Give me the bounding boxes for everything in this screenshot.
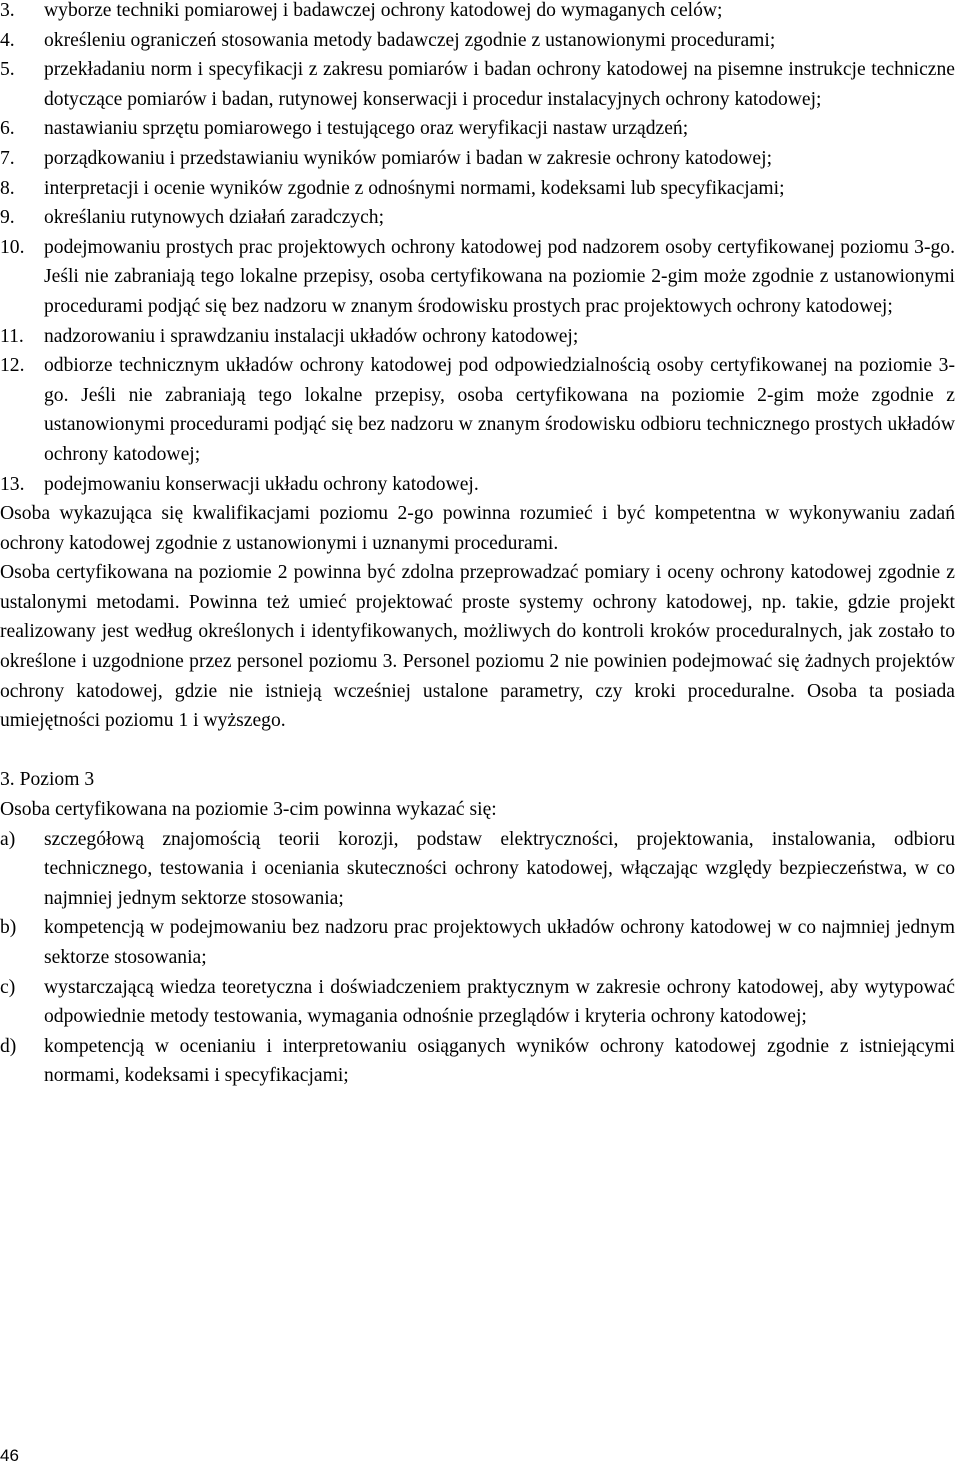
list-item-text: nastawianiu sprzętu pomiarowego i testującego oraz weryfikacji nastaw urządzeń; bbox=[44, 118, 689, 140]
list-item-number: 5. bbox=[0, 59, 15, 81]
list-item bbox=[0, 1032, 955, 1091]
list-item-letter: b) bbox=[0, 917, 17, 939]
list-item-text: szczegółową znajomością teorii korozji, podstaw elektryczności, projektowania, instalowania, odbioru technicznego, testowania i oceniania skuteczności ochrony katodowej, włączając względy bezpieczeństwa, w co najmniej jednym sektorze stosowania; bbox=[44, 828, 955, 909]
page-number: 46 bbox=[0, 1446, 19, 1465]
list-item bbox=[0, 203, 955, 233]
list-item-text: nadzorowaniu i sprawdzaniu instalacji układów ochrony katodowej; bbox=[44, 325, 579, 347]
list-item-letter: c) bbox=[0, 976, 16, 998]
list-item-number: 4. bbox=[0, 29, 15, 51]
list-item bbox=[0, 144, 955, 174]
list-item-text: wystarczającą wiedza teoretyczna i doświadczeniem praktycznym w zakresie ochrony katodowej, aby wytypować odpowiednie metody testowania, wymagania odnośnie przeglądów i kryteria ochrony katodowej; bbox=[44, 976, 955, 1028]
list-item-text: określeniu ograniczeń stosowania metody badawczej zgodnie z ustanowionymi procedurami; bbox=[44, 29, 776, 51]
list-item-letter: a) bbox=[0, 828, 16, 850]
numbered-list bbox=[0, 0, 955, 499]
list-item-number: 9. bbox=[0, 207, 15, 229]
blank-line bbox=[0, 736, 955, 766]
list-item-text: odbiorze technicznym układów ochrony katodowej pod odpowiedzialnością osoby certyfikowanej na poziomie 3-go. Jeśli nie zabraniają tego lokalne przepisy, osoba certyfikowana na poziomie 2-gim może zgodnie z ustanowionymi procedurami podjąć się bez nadzoru w znanym środowisku odbioru technicznego prostych układów ochrony katodowej; bbox=[44, 355, 955, 465]
list-item bbox=[0, 55, 955, 114]
list-item-text: kompetencją w podejmowaniu bez nadzoru prac projektowych układów ochrony katodowej w co najmniej jednym sektorze stosowania; bbox=[44, 917, 955, 968]
list-item-number: 10. bbox=[0, 236, 25, 258]
lettered-list bbox=[0, 825, 955, 1091]
list-item bbox=[0, 825, 955, 914]
list-item-text: podejmowaniu konserwacji układu ochrony katodowej. bbox=[44, 473, 479, 495]
section-intro: Osoba certyfikowana na poziomie 3-cim powinna wykazać się: bbox=[0, 799, 497, 821]
list-item-number: 6. bbox=[0, 118, 15, 140]
list-item-text: przekładaniu norm i specyfikacji z zakresu pomiarów i badan ochrony katodowej na pisemne instrukcje techniczne dotyczące pomiarów i badan, rutynowej konserwacji i procedur instalacyjnych ochrony katodowej; bbox=[44, 59, 955, 110]
list-item bbox=[0, 0, 955, 26]
list-item-number: 3. bbox=[0, 0, 15, 21]
list-item bbox=[0, 913, 955, 972]
list-item bbox=[0, 322, 955, 352]
list-item bbox=[0, 351, 955, 469]
list-item bbox=[0, 470, 955, 500]
paragraph-level-2-summary: Osoba wykazująca się kwalifikacjami poziomu 2-go powinna rozumieć i być kompetentna w wykonywaniu zadań ochrony katodowej zgodnie z ustanowionymi i uznanymi procedurami. bbox=[0, 503, 955, 554]
list-item-text: określaniu rutynowych działań zaradczych; bbox=[44, 207, 385, 229]
list-item-number: 7. bbox=[0, 147, 15, 169]
list-item bbox=[0, 174, 955, 204]
list-item-number: 8. bbox=[0, 177, 15, 199]
list-item-text: wyborze techniki pomiarowej i badawczej ochrony katodowej do wymaganych celów; bbox=[44, 0, 723, 21]
list-item bbox=[0, 114, 955, 144]
list-item bbox=[0, 26, 955, 56]
list-item-letter: d) bbox=[0, 1035, 17, 1057]
list-item-text: porządkowaniu i przedstawianiu wyników pomiarów i badan w zakresie ochrony katodowej; bbox=[44, 147, 773, 169]
list-item-number: 12. bbox=[0, 355, 25, 377]
list-item-text: kompetencją w ocenianiu i interpretowaniu osiąganych wyników ochrony katodowej zgodnie z istniejącymi normami, kodeksami i specyfikacjami; bbox=[44, 1035, 955, 1087]
list-item-number: 11. bbox=[0, 325, 24, 347]
list-item-text: interpretacji i ocenie wyników zgodnie z odnośnymi normami, kodeksami lub specyfikacjami; bbox=[44, 177, 785, 199]
list-item-number: 13. bbox=[0, 473, 25, 495]
section-heading: 3. Poziom 3 bbox=[0, 769, 95, 791]
list-item-text: podejmowaniu prostych prac projektowych ochrony katodowej pod nadzorem osoby certyfikowanej poziomu 3-go. Jeśli nie zabraniają tego lokalne przepisy, osoba certyfikowana na poziomie 2-gim może zgodnie z ustanowionymi procedurami podjąć się bez nadzoru w znanym środowisku prostych prac projektowych ochrony katodowej; bbox=[44, 236, 955, 317]
paragraph-level-2-description: Osoba certyfikowana na poziomie 2 powinna być zdolna przeprowadzać pomiary i oceny ochrony katodowej zgodnie z ustalonymi metodami. Powinna też umieć projektować proste systemy ochrony katodowej, np. takie, gdzie projekt realizowany jest według określonych i identyfikowanych, możliwych do kontroli kroków proceduralnych, jak zostało to określone i uzgodnione przez personel poziomu 3. Personel poziomu 2 nie powinien podejmować się żadnych projektów ochrony katodowej, gdzie nie istnieją wcześniej ustalone parametry, czy kroki proceduralne. Osoba ta posiada umiejętności poziomu 1 i wyższego. bbox=[0, 562, 955, 732]
list-item bbox=[0, 233, 955, 322]
list-item bbox=[0, 973, 955, 1032]
